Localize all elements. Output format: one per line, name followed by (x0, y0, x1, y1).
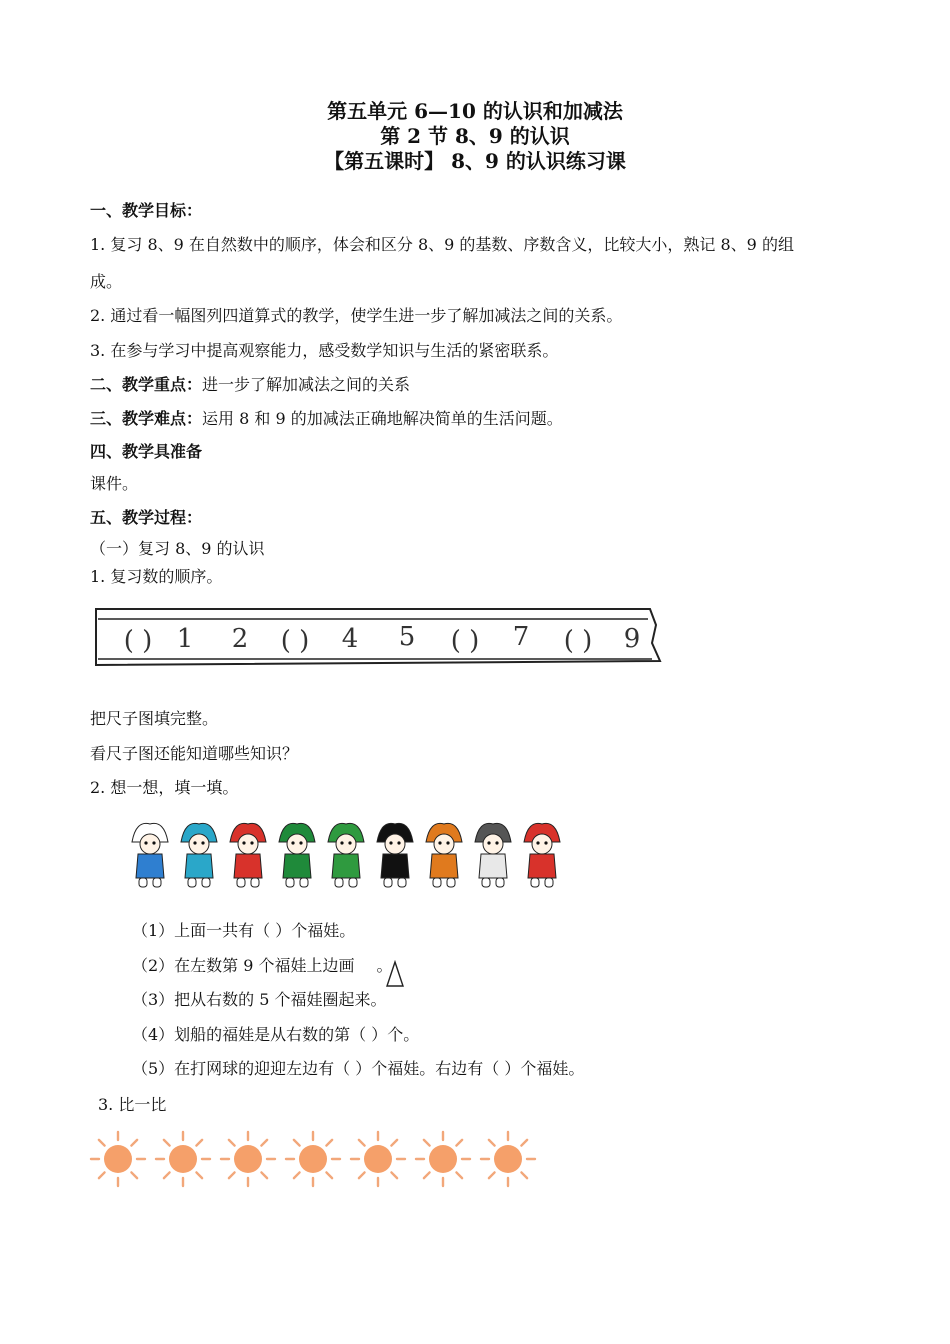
question-4: （4）划船的福娃是从右数的第（ ）个。 (132, 1025, 420, 1044)
question-2 (132, 955, 393, 977)
difficulty (90, 408, 563, 430)
goal-1-line-b: 成。 (90, 272, 123, 291)
question-5: （5）在打网球的迎迎左边有（ ）个福娃。右边有（ ）个福娃。 (132, 1059, 585, 1078)
ruler-mark: 4 (341, 624, 359, 654)
fuwa-doll-icon (328, 823, 364, 887)
fill-ruler-text: 把尺子图填完整。 (90, 709, 219, 728)
goals-heading: 一、教学目标： (90, 201, 203, 220)
item-3: 3. 比一比 (98, 1095, 167, 1114)
key-heading: 二、教学重点： (90, 375, 203, 394)
fuwa-doll-icon (132, 823, 168, 887)
ruler-mark: ( ) (123, 626, 153, 656)
ruler-mark: 9 (623, 624, 641, 654)
question-2-end: 。 (376, 956, 393, 975)
fuwa-doll-icon (426, 823, 462, 887)
ruler-mark: ( ) (280, 626, 310, 656)
sub-section-1: （一）复习 8、9 的认识 (90, 539, 265, 558)
goal-1-line-a: 1. 复习 8、9 在自然数中的顺序，体会和区分 8、9 的基数、序数含义，比较大小，熟记 8、9 的组 (90, 235, 794, 254)
sun-icon (481, 1132, 535, 1186)
ruler-mark: 2 (231, 624, 249, 654)
fuwa-doll-icon (475, 823, 511, 887)
ruler-mark: ( ) (563, 626, 593, 656)
fuwa-doll-icon (230, 823, 266, 887)
fuwa-doll-icon (524, 823, 560, 887)
fuwa-doll-icon (377, 823, 413, 887)
ruler-mark: 5 (398, 622, 416, 652)
question-3: （3）把从右数的 5 个福娃圈起来。 (132, 990, 387, 1009)
fuwa-dolls-figure (126, 818, 576, 890)
ruler-mark: 1 (176, 624, 194, 654)
goal-2: 2. 通过看一幅图列四道算式的教学，使学生进一步了解加减法之间的关系。 (90, 306, 623, 325)
key-text: 进一步了解加减法之间的关系 (202, 375, 411, 394)
sun-icon (156, 1132, 210, 1186)
ruler-figure (90, 603, 670, 669)
sun-icon (351, 1132, 405, 1186)
process-heading: 五、教学过程： (90, 508, 203, 527)
ask-ruler-text: 看尺子图还能知道哪些知识？ (90, 744, 299, 763)
question-1: （1）上面一共有（ ）个福娃。 (132, 921, 356, 940)
difficulty-heading: 三、教学难点： (90, 409, 203, 428)
fuwa-doll-icon (279, 823, 315, 887)
title-lesson: 【第五课时】 8、9 的认识练习课 (324, 149, 626, 173)
fuwa-doll-icon (181, 823, 217, 887)
triangle-icon (385, 960, 405, 988)
sun-icon (221, 1132, 275, 1186)
ruler-mark: 7 (512, 622, 530, 652)
title-section: 第 2 节 8、9 的认识 (380, 124, 570, 148)
prep-heading: 四、教学具准备 (90, 442, 203, 461)
ruler-mark: ( ) (450, 626, 480, 656)
suns-figure (88, 1128, 548, 1190)
question-2-text: （2）在左数第 9 个福娃上边画 (132, 956, 355, 975)
difficulty-text: 运用 8 和 9 的加减法正确地解决简单的生活问题。 (202, 409, 563, 428)
key-point (90, 374, 410, 396)
goal-3: 3. 在参与学习中提高观察能力，感受数学知识与生活的紧密联系。 (90, 341, 559, 360)
prep-text: 课件。 (90, 474, 139, 493)
item-1: 1. 复习数的顺序。 (90, 567, 223, 586)
title-unit: 第五单元 6—10 的认识和加减法 (327, 99, 623, 123)
sun-icon (91, 1132, 145, 1186)
sun-icon (416, 1132, 470, 1186)
sun-icon (286, 1132, 340, 1186)
item-2: 2. 想一想，填一填。 (90, 778, 239, 797)
